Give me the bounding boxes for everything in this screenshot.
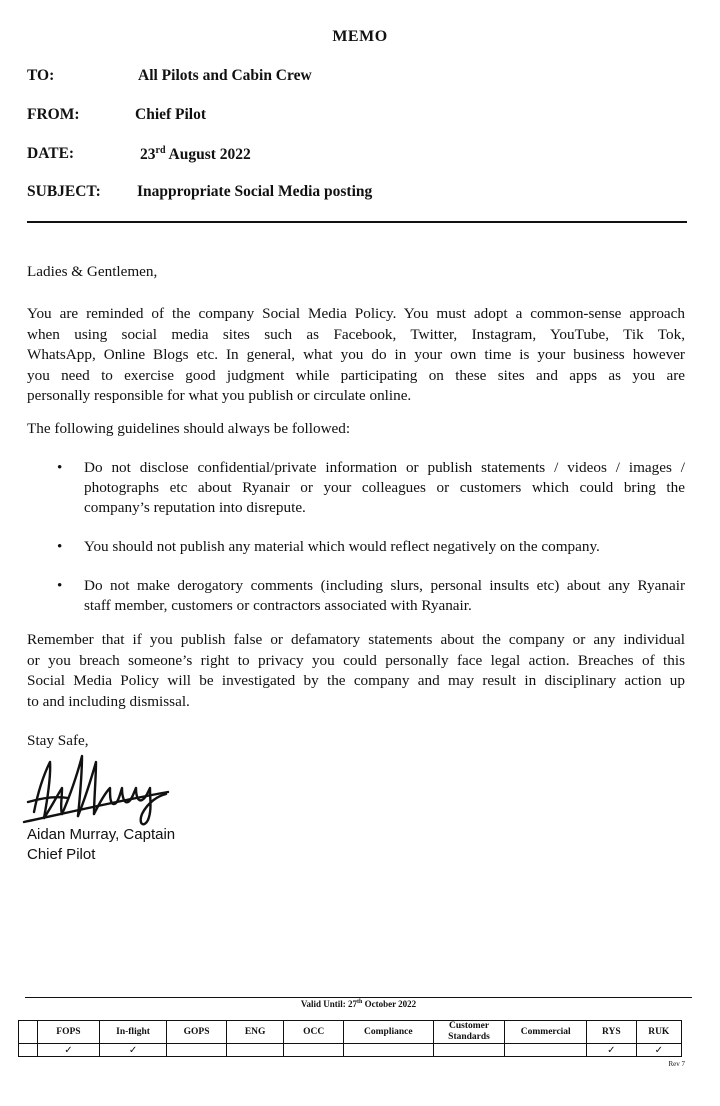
bullet-line: Do not make derogatory comments (including slurs, personal insults etc) about any Ryanair bbox=[84, 577, 685, 594]
signatory-role: Chief Pilot bbox=[27, 846, 96, 863]
paragraph-policy bbox=[27, 304, 685, 407]
paragraph-line: You are reminded of the company Social Media Policy. You must adopt a common-sense approach bbox=[27, 305, 685, 322]
header-divider bbox=[27, 221, 687, 223]
footer-top-rule bbox=[25, 997, 692, 998]
guidelines-intro: The following guidelines should always be followed: bbox=[27, 420, 351, 437]
check-cell bbox=[343, 1044, 433, 1057]
bullet-item bbox=[84, 458, 685, 518]
date-suffix: rd bbox=[155, 145, 166, 156]
column-header: OCC bbox=[284, 1021, 344, 1044]
column-header: GOPS bbox=[167, 1021, 227, 1044]
paragraph-line: when using social media sites such as Facebook, Twitter, Instagram, YouTube, Tik Tok, bbox=[27, 325, 685, 343]
paragraph-line: to and including dismissal. bbox=[27, 692, 190, 710]
bullet-line: Do not disclose confidential/private information or publish statements / videos / images / bbox=[84, 459, 685, 476]
from-label: FROM: bbox=[27, 106, 80, 123]
check-cell: ✓ bbox=[99, 1044, 167, 1057]
date-value bbox=[140, 145, 251, 164]
check-cell: ✓ bbox=[587, 1044, 636, 1057]
subject-label: SUBJECT: bbox=[27, 183, 101, 200]
paragraph-line: or you breach someone’s right to privacy you could personally face legal action. Breaches of this bbox=[27, 651, 685, 669]
bullet-line: photographs etc about Ryanair or your colleagues or customers which could bring the bbox=[84, 479, 685, 496]
memo-title: MEMO bbox=[332, 28, 388, 45]
table-check-row bbox=[19, 1044, 682, 1057]
check-cell bbox=[505, 1044, 587, 1057]
check-cell bbox=[284, 1044, 344, 1057]
bullet-item bbox=[84, 537, 685, 557]
column-header: FOPS bbox=[38, 1021, 100, 1044]
greeting: Ladies & Gentlemen, bbox=[27, 263, 158, 280]
valid-rest: October 2022 bbox=[362, 999, 417, 1009]
date-label: DATE: bbox=[27, 145, 75, 162]
signature bbox=[22, 752, 172, 832]
paragraph-line: Remember that if you publish false or defamatory statements about the company or any individual bbox=[27, 631, 685, 648]
valid-until bbox=[25, 999, 692, 1009]
bullet-line: company’s reputation into disrepute. bbox=[84, 499, 306, 516]
column-header: ENG bbox=[226, 1021, 284, 1044]
check-cell bbox=[167, 1044, 227, 1057]
column-header: In-flight bbox=[99, 1021, 167, 1044]
column-header: RUK bbox=[636, 1021, 681, 1044]
revision: Rev 7 bbox=[668, 1060, 685, 1068]
column-header: RYS bbox=[587, 1021, 636, 1044]
paragraph-line: WhatsApp, Online Blogs etc. In general, what you do in your own time is your business however bbox=[27, 346, 685, 363]
check-cell bbox=[19, 1044, 38, 1057]
signatory-name: Aidan Murray, Captain bbox=[27, 826, 176, 843]
bullet-marker: • bbox=[57, 538, 63, 555]
check-cell: ✓ bbox=[636, 1044, 681, 1057]
paragraph-line: personally responsible for what you publish or circulate online. bbox=[27, 387, 412, 404]
date-rest: August 2022 bbox=[165, 146, 251, 164]
bullet-line: You should not publish any material which would reflect negatively on the company. bbox=[84, 538, 600, 555]
bullet-marker: • bbox=[57, 459, 63, 476]
date-day: 23 bbox=[140, 146, 156, 164]
paragraph-line: Social Media Policy will be investigated by the company and may result in disciplinary action up bbox=[27, 672, 685, 689]
valid-suffix: th bbox=[357, 999, 363, 1005]
paragraph-line: you need to exercise good judgment while participating on these sites and apps as you are bbox=[27, 366, 685, 384]
bullet-item bbox=[84, 576, 685, 616]
check-cell bbox=[433, 1044, 505, 1057]
subject-value: Inappropriate Social Media posting bbox=[137, 183, 373, 200]
closing: Stay Safe, bbox=[27, 732, 89, 749]
column-header bbox=[19, 1021, 38, 1044]
to-value: All Pilots and Cabin Crew bbox=[138, 67, 312, 84]
column-header: Compliance bbox=[343, 1021, 433, 1044]
bullet-marker: • bbox=[57, 577, 63, 594]
bullet-line: staff member, customers or contractors associated with Ryanair. bbox=[84, 597, 472, 614]
table-header-row bbox=[19, 1021, 682, 1044]
distribution-table bbox=[18, 1020, 682, 1057]
to-label: TO: bbox=[27, 67, 55, 84]
column-header: Commercial bbox=[505, 1021, 587, 1044]
from-value: Chief Pilot bbox=[135, 106, 207, 123]
valid-prefix: Valid Until: 27 bbox=[300, 999, 357, 1009]
paragraph-warning bbox=[27, 630, 685, 712]
column-header: Customer Standards bbox=[433, 1021, 505, 1044]
check-cell: ✓ bbox=[38, 1044, 100, 1057]
check-cell bbox=[226, 1044, 284, 1057]
